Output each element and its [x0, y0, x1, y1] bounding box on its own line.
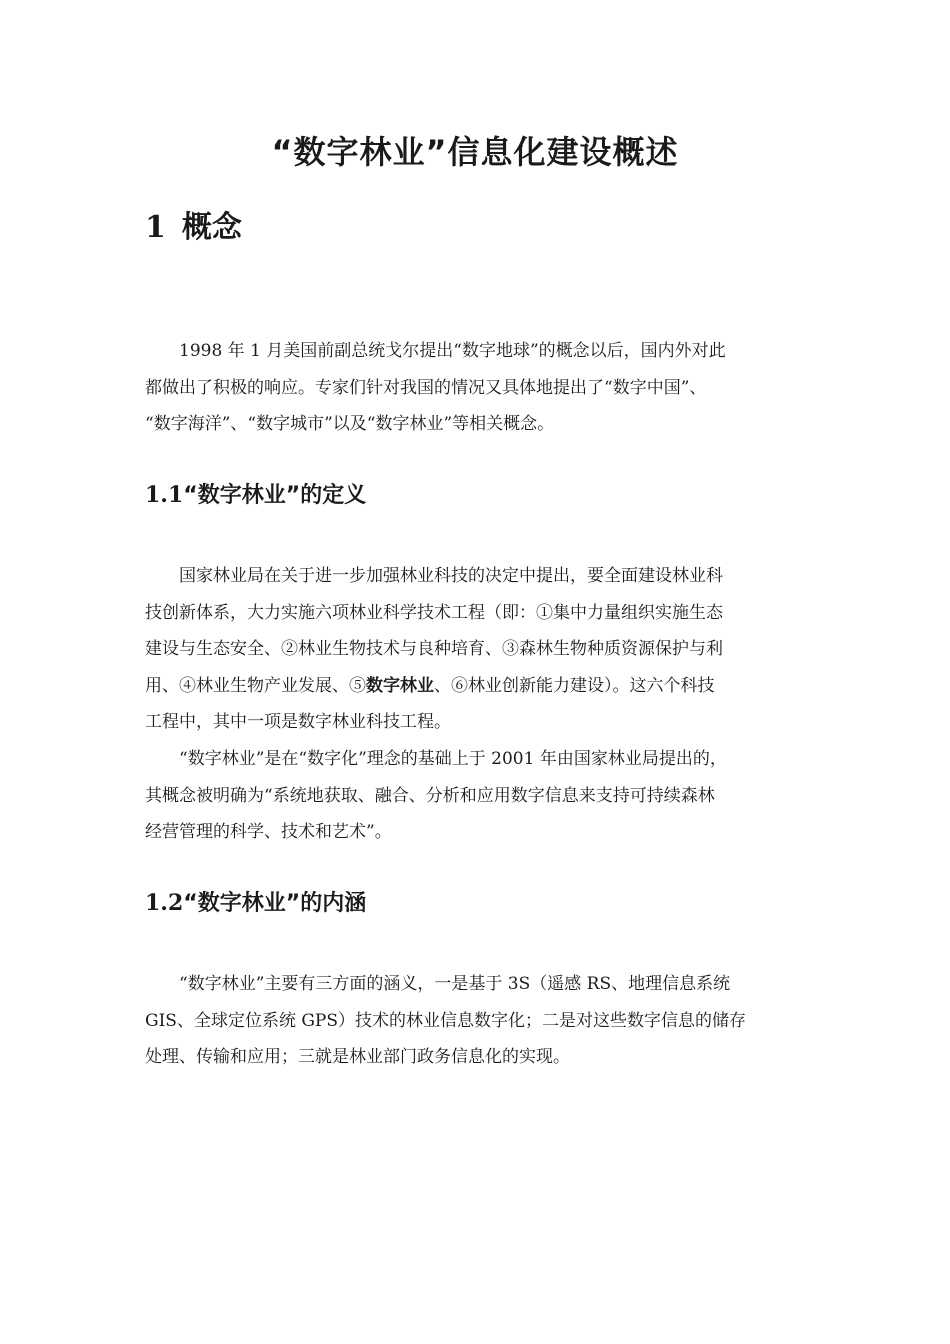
document-title: “数字林业”信息化建设概述 [271, 133, 679, 171]
paragraph-line: “数字海洋”、“数字城市”以及“数字林业”等相关概念。 [145, 414, 555, 434]
section-1-1-number: 1.1 [145, 482, 184, 508]
section-1-heading [145, 205, 242, 251]
section-1-1-title: “数字林业”的定义 [183, 483, 367, 508]
paragraph-line: 1998 年 1 月美国前副总统戈尔提出“数字地球”的概念以后，国内外对此 [179, 341, 726, 361]
section-1-number: 1 [145, 210, 166, 245]
paragraph-line: “数字林业”主要有三方面的涵义，一是基于 3S（遥感 RS、地理信息系统 [179, 974, 731, 994]
section-1-1-paragraph-2 [145, 741, 810, 851]
paragraph-line: 都做出了积极的响应。专家们针对我国的情况又具体地提出了“数字中国”、 [145, 377, 707, 398]
paragraph-line: GIS、全球定位系统 GPS）技术的林业信息数字化；二是对这些数字信息的储存 [145, 1010, 747, 1031]
paragraph-line: 工程中，其中一项是数字林业科技工程。 [145, 712, 451, 732]
section-1-1-heading [145, 478, 366, 513]
section-1-2-heading [145, 886, 366, 921]
section-1-2-title: “数字林业”的内涵 [183, 891, 367, 916]
emphasis-text: 数字林业 [366, 675, 434, 696]
paragraph-text: 用、④林业生物产业发展、⑤ [145, 675, 366, 696]
section-1-1-paragraph-1 [145, 558, 810, 741]
paragraph-line: 其概念被明确为“系统地获取、融合、分析和应用数字信息来支持可持续森林 [145, 785, 715, 806]
paragraph-text: 、⑥林业创新能力建设）。这六个科技 [434, 675, 715, 696]
section-1-title: 概念 [181, 210, 242, 245]
paragraph-line: 处理、传输和应用；三就是林业部门政务信息化的实现。 [145, 1047, 570, 1067]
paragraph-line: 经营管理的科学、技术和艺术”。 [145, 822, 392, 842]
section-1-paragraph [145, 333, 810, 443]
paragraph-line: 国家林业局在关于进一步加强林业科技的决定中提出，要全面建设林业科 [179, 566, 723, 586]
paragraph-line: “数字林业”是在“数字化”理念的基础上于 2001 年由国家林业局提出的， [179, 749, 727, 769]
paragraph-line: 建设与生态安全、②林业生物技术与良种培育、③森林生物种质资源保护与利 [145, 639, 723, 659]
paragraph-line-with-emphasis [145, 668, 810, 705]
paragraph-line: 技创新体系，大力实施六项林业科学技术工程（即：①集中力量组织实施生态 [145, 602, 723, 623]
section-1-2-number: 1.2 [145, 890, 184, 916]
section-1-2-paragraph [145, 966, 810, 1076]
